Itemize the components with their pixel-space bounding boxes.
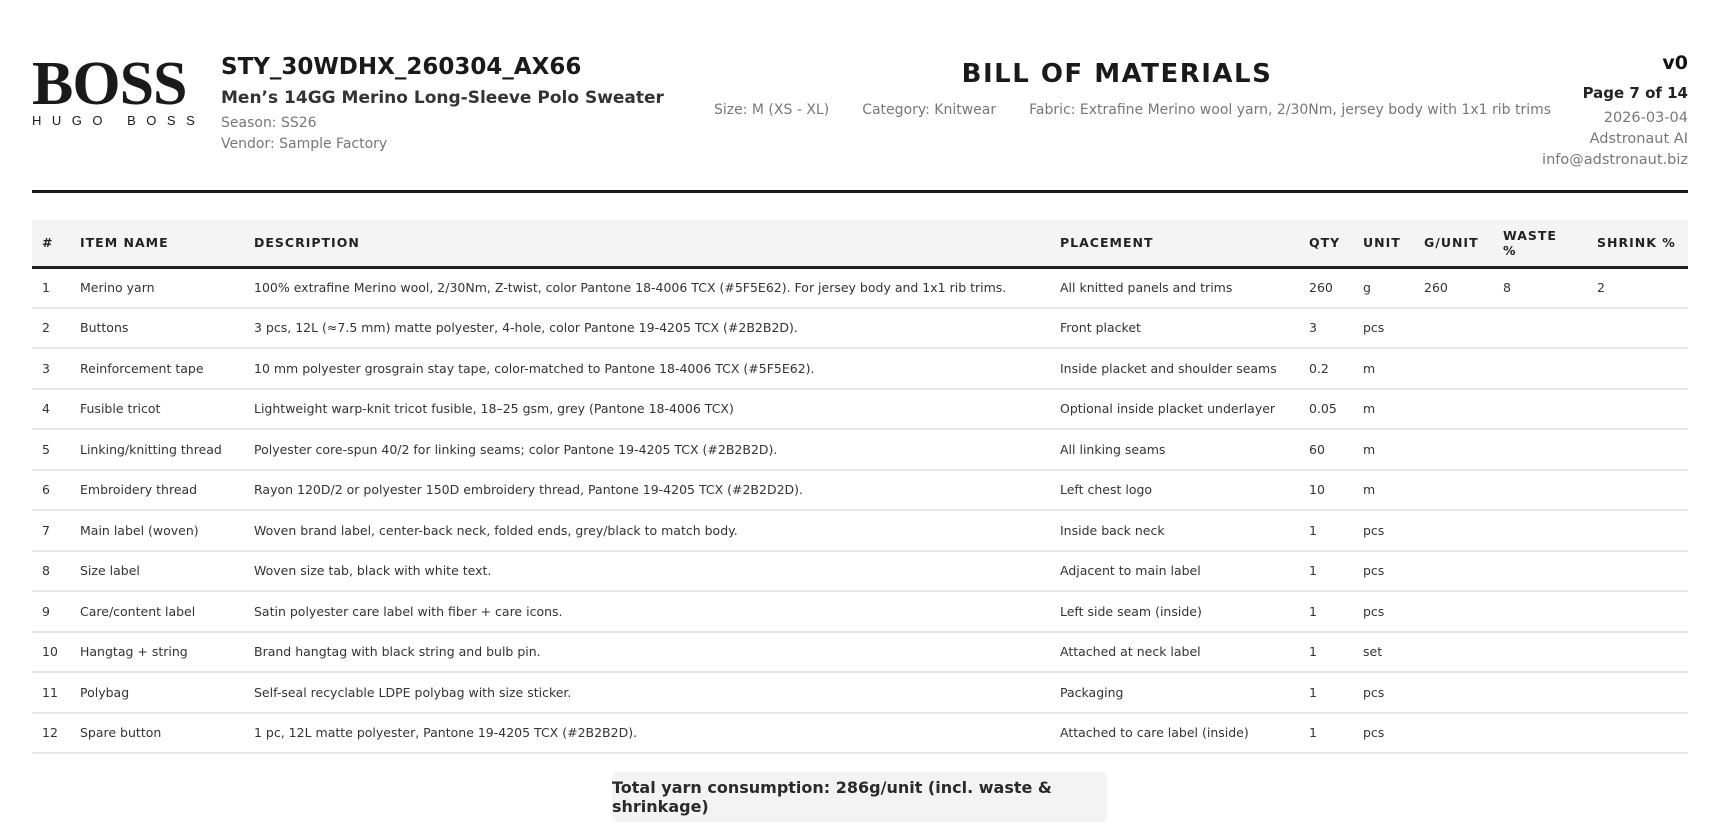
- cell-placement: Packaging: [1049, 672, 1298, 713]
- cell-placement: Attached at neck label: [1049, 632, 1298, 673]
- cell-qty: 1: [1298, 632, 1352, 673]
- cell-placement: Inside back neck: [1049, 510, 1298, 551]
- cell-g-unit: [1413, 308, 1492, 349]
- cell-shrink: [1586, 429, 1688, 470]
- cell-qty: 10: [1298, 470, 1352, 511]
- cell-description: Lightweight warp-knit tricot fusible, 18–25 gsm, grey (Pantone 18-4006 TCX): [243, 389, 1049, 430]
- category-spec: Category: Knitwear: [862, 102, 997, 118]
- header-divider: [32, 190, 1688, 193]
- company-name: Adstronaut AI: [1589, 131, 1688, 147]
- cell-placement: Left chest logo: [1049, 470, 1298, 511]
- cell-shrink: [1586, 551, 1688, 592]
- table-row: [32, 308, 1688, 349]
- cell-qty: 1: [1298, 672, 1352, 713]
- cell-item-name: Size label: [69, 551, 243, 592]
- cell-waste: [1492, 551, 1586, 592]
- fabric-spec: Fabric: Extrafine Merino wool yarn, 2/30Nm, jersey body with 1x1 rib trims: [1029, 102, 1552, 118]
- column-header-g-unit: G/UNIT: [1413, 220, 1492, 267]
- table-row: [32, 267, 1688, 308]
- cell-waste: [1492, 308, 1586, 349]
- cell-waste: [1492, 348, 1586, 389]
- cell-number: 1: [32, 267, 69, 308]
- column-header-waste: WASTE %: [1492, 220, 1586, 267]
- cell-waste: [1492, 389, 1586, 430]
- table-row: [32, 713, 1688, 754]
- column-header-qty: QTY: [1298, 220, 1352, 267]
- title-block: [592, 58, 1552, 118]
- cell-item-name: Buttons: [69, 308, 243, 349]
- cell-waste: [1492, 510, 1586, 551]
- cell-unit: pcs: [1352, 713, 1413, 754]
- season: Season: SS26: [221, 115, 317, 131]
- style-code: STY_30WDHX_260304_AX66: [221, 54, 582, 80]
- column-header-unit: UNIT: [1352, 220, 1413, 267]
- cell-unit: set: [1352, 632, 1413, 673]
- cell-unit: pcs: [1352, 308, 1413, 349]
- cell-placement: Optional inside placket underlayer: [1049, 389, 1298, 430]
- cell-description: Polyester core-spun 40/2 for linking seams; color Pantone 19-4205 TCX (#2B2B2D).: [243, 429, 1049, 470]
- cell-unit: m: [1352, 389, 1413, 430]
- cell-shrink: 2: [1586, 267, 1688, 308]
- cell-qty: 3: [1298, 308, 1352, 349]
- cell-shrink: [1586, 308, 1688, 349]
- table-row: [32, 591, 1688, 632]
- table-header-row: [32, 220, 1688, 267]
- total-yarn-summary: Total yarn consumption: 286g/unit (incl. waste & shrinkage): [612, 772, 1107, 822]
- cell-number: 3: [32, 348, 69, 389]
- logo-subtitle: HUGO BOSS: [32, 113, 206, 128]
- cell-number: 11: [32, 672, 69, 713]
- cell-number: 4: [32, 389, 69, 430]
- cell-item-name: Merino yarn: [69, 267, 243, 308]
- column-header-shrink: SHRINK %: [1586, 220, 1688, 267]
- cell-placement: Inside placket and shoulder seams: [1049, 348, 1298, 389]
- cell-number: 12: [32, 713, 69, 754]
- column-header-item-name: ITEM NAME: [69, 220, 243, 267]
- page-number: Page 7 of 14: [1582, 84, 1688, 102]
- cell-g-unit: [1413, 470, 1492, 511]
- table-row: [32, 551, 1688, 592]
- cell-placement: Left side seam (inside): [1049, 591, 1298, 632]
- document-date: 2026-03-04: [1603, 110, 1688, 126]
- cell-unit: pcs: [1352, 672, 1413, 713]
- table-row: [32, 632, 1688, 673]
- cell-item-name: Hangtag + string: [69, 632, 243, 673]
- cell-qty: 260: [1298, 267, 1352, 308]
- cell-item-name: Embroidery thread: [69, 470, 243, 511]
- cell-qty: 1: [1298, 551, 1352, 592]
- cell-g-unit: [1413, 713, 1492, 754]
- vendor: Vendor: Sample Factory: [221, 136, 388, 152]
- cell-description: Satin polyester care label with fiber + care icons.: [243, 591, 1049, 632]
- table-row: [32, 470, 1688, 511]
- cell-waste: 8: [1492, 267, 1586, 308]
- cell-number: 8: [32, 551, 69, 592]
- style-name: Men’s 14GG Merino Long-Sleeve Polo Sweater: [221, 88, 664, 108]
- version-label: v0: [1662, 52, 1688, 74]
- column-header-description: DESCRIPTION: [243, 220, 1049, 267]
- cell-number: 7: [32, 510, 69, 551]
- cell-unit: pcs: [1352, 551, 1413, 592]
- cell-shrink: [1586, 591, 1688, 632]
- cell-waste: [1492, 591, 1586, 632]
- cell-qty: 0.05: [1298, 389, 1352, 430]
- cell-waste: [1492, 632, 1586, 673]
- cell-unit: m: [1352, 429, 1413, 470]
- table-row: [32, 429, 1688, 470]
- cell-g-unit: [1413, 551, 1492, 592]
- cell-g-unit: [1413, 510, 1492, 551]
- cell-qty: 0.2: [1298, 348, 1352, 389]
- cell-waste: [1492, 429, 1586, 470]
- cell-waste: [1492, 713, 1586, 754]
- cell-waste: [1492, 672, 1586, 713]
- cell-number: 10: [32, 632, 69, 673]
- company-email: info@adstronaut.biz: [1542, 152, 1688, 168]
- bom-table: [32, 220, 1688, 754]
- cell-description: Brand hangtag with black string and bulb pin.: [243, 632, 1049, 673]
- cell-placement: All linking seams: [1049, 429, 1298, 470]
- cell-placement: Attached to care label (inside): [1049, 713, 1298, 754]
- cell-g-unit: [1413, 348, 1492, 389]
- cell-description: 3 pcs, 12L (≈7.5 mm) matte polyester, 4-hole, color Pantone 19-4205 TCX (#2B2B2D).: [243, 308, 1049, 349]
- column-header-number: #: [32, 220, 69, 267]
- logo-wordmark: BOSS: [32, 50, 187, 118]
- column-header-placement: PLACEMENT: [1049, 220, 1298, 267]
- cell-item-name: Reinforcement tape: [69, 348, 243, 389]
- cell-unit: m: [1352, 470, 1413, 511]
- cell-placement: Front placket: [1049, 308, 1298, 349]
- cell-number: 2: [32, 308, 69, 349]
- cell-placement: Adjacent to main label: [1049, 551, 1298, 592]
- cell-item-name: Linking/knitting thread: [69, 429, 243, 470]
- page-title: BILL OF MATERIALS: [961, 59, 1273, 89]
- cell-shrink: [1586, 672, 1688, 713]
- cell-item-name: Fusible tricot: [69, 389, 243, 430]
- cell-unit: pcs: [1352, 591, 1413, 632]
- cell-g-unit: [1413, 632, 1492, 673]
- table-row: [32, 672, 1688, 713]
- document-meta: [1542, 52, 1688, 171]
- cell-description: Woven size tab, black with white text.: [243, 551, 1049, 592]
- cell-shrink: [1586, 510, 1688, 551]
- cell-shrink: [1586, 389, 1688, 430]
- cell-qty: 1: [1298, 591, 1352, 632]
- cell-qty: 60: [1298, 429, 1352, 470]
- cell-waste: [1492, 470, 1586, 511]
- cell-description: 100% extrafine Merino wool, 2/30Nm, Z-twist, color Pantone 18-4006 TCX (#5F5E62). For jersey body and 1x1 rib trims.: [243, 267, 1049, 308]
- cell-item-name: Polybag: [69, 672, 243, 713]
- cell-unit: g: [1352, 267, 1413, 308]
- table-row: [32, 348, 1688, 389]
- spec-line: [592, 102, 1552, 118]
- cell-unit: m: [1352, 348, 1413, 389]
- cell-item-name: Main label (woven): [69, 510, 243, 551]
- cell-description: 10 mm polyester grosgrain stay tape, color-matched to Pantone 18-4006 TCX (#5F5E62).: [243, 348, 1049, 389]
- cell-g-unit: [1413, 429, 1492, 470]
- cell-qty: 1: [1298, 510, 1352, 551]
- cell-item-name: Spare button: [69, 713, 243, 754]
- cell-g-unit: [1413, 389, 1492, 430]
- cell-number: 5: [32, 429, 69, 470]
- cell-number: 6: [32, 470, 69, 511]
- brand-logo: [32, 50, 206, 128]
- cell-placement: All knitted panels and trims: [1049, 267, 1298, 308]
- cell-shrink: [1586, 470, 1688, 511]
- size-spec: Size: M (XS - XL): [714, 102, 830, 118]
- cell-shrink: [1586, 632, 1688, 673]
- cell-shrink: [1586, 348, 1688, 389]
- table-row: [32, 389, 1688, 430]
- cell-g-unit: 260: [1413, 267, 1492, 308]
- cell-g-unit: [1413, 672, 1492, 713]
- document-header: [32, 52, 1688, 192]
- cell-qty: 1: [1298, 713, 1352, 754]
- table-row: [32, 510, 1688, 551]
- cell-description: Self-seal recyclable LDPE polybag with size sticker.: [243, 672, 1049, 713]
- cell-number: 9: [32, 591, 69, 632]
- cell-description: 1 pc, 12L matte polyester, Pantone 19-4205 TCX (#2B2B2D).: [243, 713, 1049, 754]
- cell-description: Woven brand label, center-back neck, folded ends, grey/black to match body.: [243, 510, 1049, 551]
- cell-g-unit: [1413, 591, 1492, 632]
- cell-unit: pcs: [1352, 510, 1413, 551]
- cell-shrink: [1586, 713, 1688, 754]
- cell-item-name: Care/content label: [69, 591, 243, 632]
- cell-description: Rayon 120D/2 or polyester 150D embroidery thread, Pantone 19-4205 TCX (#2B2D2D).: [243, 470, 1049, 511]
